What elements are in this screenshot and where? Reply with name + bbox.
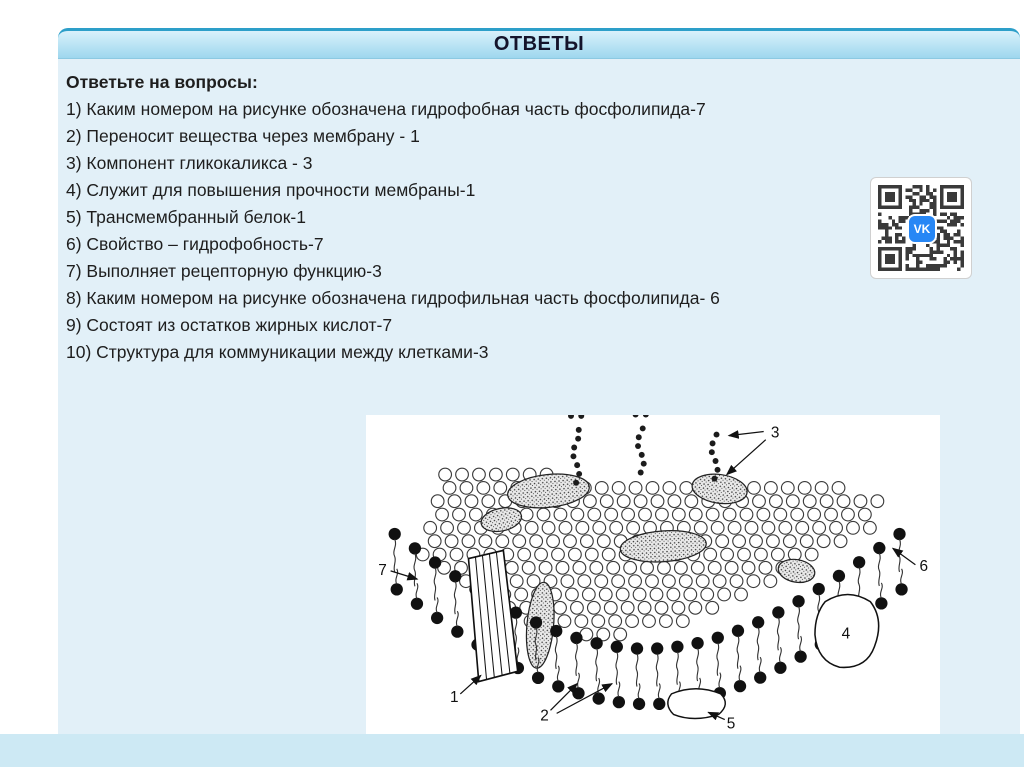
question-line: 6) Свойство – гидрофобность-7: [66, 234, 324, 254]
question-line: 8) Каким номером на рисунке обозначена гидрофильная часть фосфолипида- 6: [66, 288, 720, 308]
membrane-diagram: [366, 415, 940, 735]
slide-title-bar: [58, 28, 1020, 59]
diagram-label: 4: [841, 625, 851, 643]
qr-code: [870, 177, 972, 279]
vk-logo-icon: VK: [907, 214, 937, 244]
slide-content: [58, 59, 1020, 734]
slide-title: ОТВЕТЫ: [493, 33, 585, 55]
diagram-label: 6: [919, 557, 929, 575]
question-line: 7) Выполняет рецепторную функцию-3: [66, 261, 382, 281]
membrane-diagram-drawing: [366, 415, 940, 735]
bottom-strip: [0, 734, 1024, 767]
question-line: 2) Переносит вещества через мембрану - 1: [66, 126, 420, 146]
question-line: 1) Каким номером на рисунке обозначена гидрофобная часть фосфолипида-7: [66, 99, 706, 119]
question-line: 3) Компонент гликокаликса - 3: [66, 153, 313, 173]
question-line: 9) Состоят из остатков жирных кислот-7: [66, 315, 393, 335]
questions-list: [66, 69, 866, 366]
diagram-label: 3: [770, 424, 780, 442]
question-line: 5) Трансмембранный белок-1: [66, 207, 306, 227]
diagram-label: 5: [726, 715, 736, 733]
diagram-label: 2: [540, 707, 549, 725]
diagram-label: 7: [378, 562, 387, 579]
questions-heading: Ответьте на вопросы:: [66, 72, 258, 92]
diagram-label: 1: [450, 689, 459, 707]
slide: [58, 28, 1020, 734]
question-line: 4) Служит для повышения прочности мембраны-1: [66, 180, 476, 200]
question-line: 10) Структура для коммуникации между клетками-3: [66, 342, 489, 362]
